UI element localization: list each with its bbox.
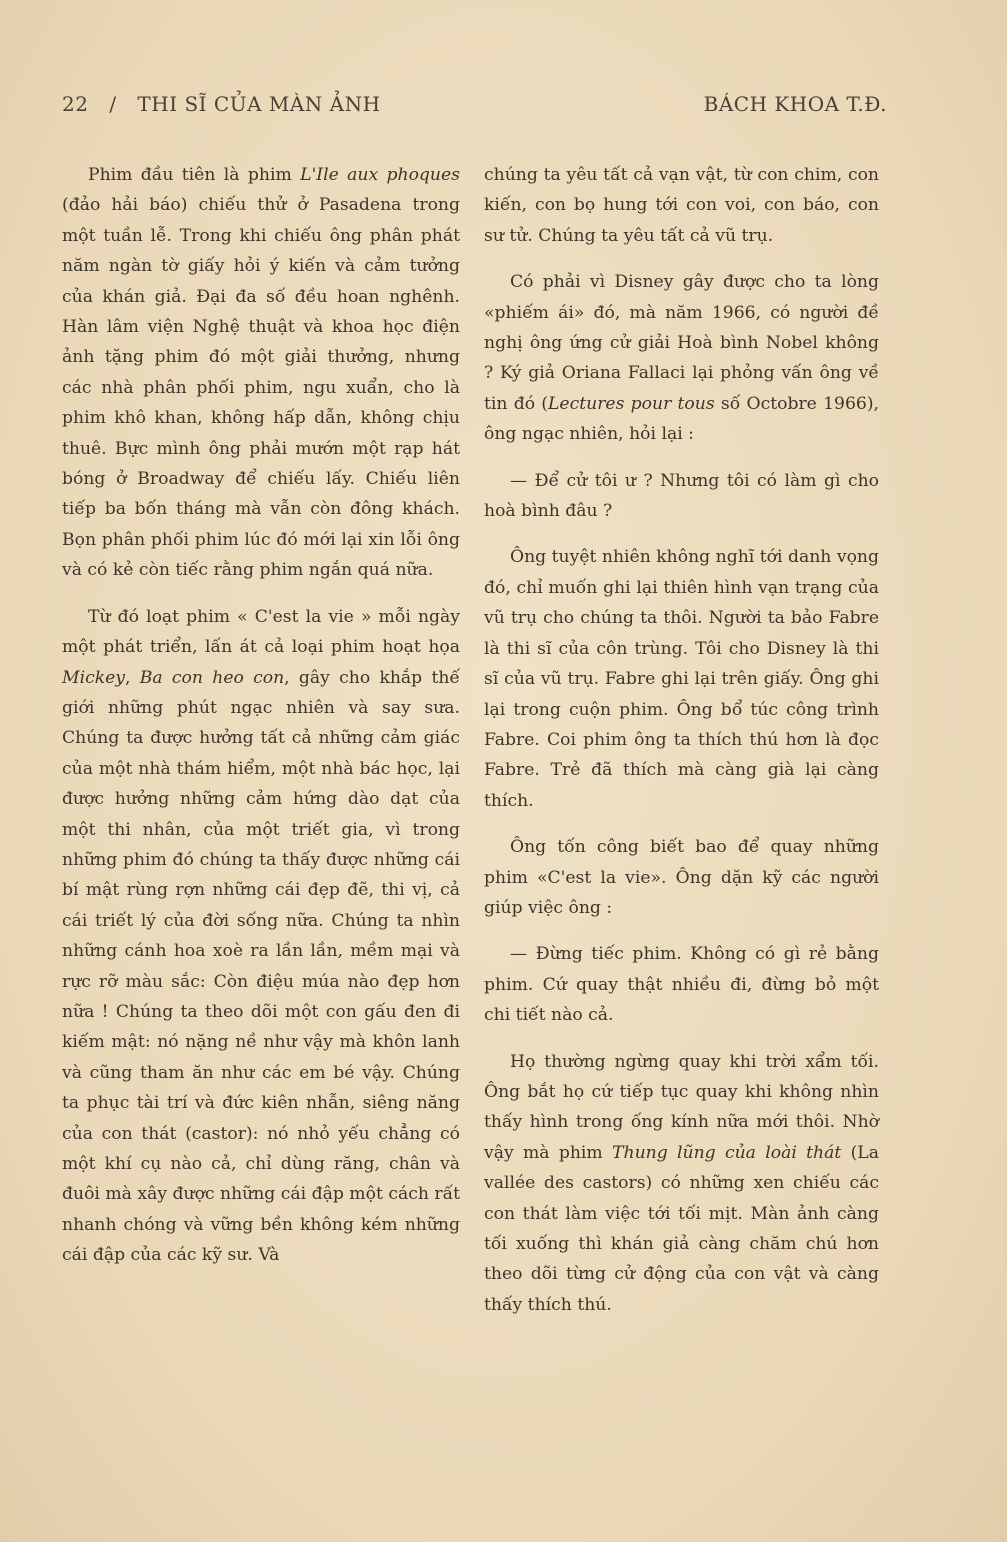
text-run: Phim đầu tiên là phim [88, 165, 301, 185]
film-title: Thung lũng của loài thát [612, 1142, 842, 1163]
paragraph-right-4: Ông tốn công biết bao để quay những phim «C'est la vie». Ông dặn kỹ các người giúp việc ông : [484, 837, 879, 918]
paragraph-right-3: Ông tuyệt nhiên không nghĩ tới danh vọng đó, chỉ muốn ghi lại thiên hình vạn trạng của vũ trụ cho chúng ta thôi. Người ta bảo Fabre là thi sĩ của côn trùng. Tôi cho Disney là thi sĩ của vũ trụ. Fabre ghi lại trên giấy. Ông ghi lại trong cuộn phim. Ông bổ túc công trình Fabre. Coi phim ông ta thích thú hơn là đọc Fabre. Trẻ đã thích mà càng già lại càng thích. [484, 547, 879, 811]
running-header [62, 92, 887, 122]
text-run: Có phải vì Disney gây được cho ta lòng «phiếm ái» đó, mà năm 1966, có người đề nghị ông ứng cử giải Hoà bình Nobel không ? Ký giả Oriana Fallaci lại phỏng vấn ông về tin đó ( [484, 272, 879, 414]
paragraph-left-1 [62, 160, 460, 586]
paragraph-right-1 [484, 267, 879, 449]
text-run: số Octobre 1966), ông ngạc nhiên, hỏi lại : [484, 393, 879, 445]
film-title: Mickey [62, 667, 126, 688]
right-column [484, 160, 879, 1336]
film-title: L'Ile aux phoques [300, 165, 460, 185]
text-run: , [125, 667, 140, 688]
paragraph-left-2 [62, 602, 460, 1271]
paragraph-right-6 [484, 1047, 879, 1321]
header-separator: / [109, 92, 117, 116]
text-run: Từ đó loạt phim « C'est la vie » mỗi ngày một phát triển, lấn át cả loại phim hoạt họa [62, 606, 460, 658]
film-title: Ba con heo con [139, 667, 285, 688]
quote-disney-1: — Để cử tôi ư ? Nhưng tôi có làm gì cho hoà bình đâu ? [484, 470, 879, 522]
magazine-title: Lectures pour tous [548, 393, 715, 414]
header-left [62, 92, 381, 116]
quote-disney-2: — Đừng tiếc phim. Không có gì rẻ bằng phim. Cứ quay thật nhiều đi, đừng bỏ một chi tiết nào cả. [484, 944, 879, 1026]
text-run: (La vallée des castors) có những xen chiếu các con thát làm việc tới tối mịt. Màn ảnh càng tối xuống thì khán giả càng chăm chú hơn theo dõi từng cử động của con vật và càng thấy thích thú. [484, 1142, 879, 1315]
publication-name: BÁCH KHOA T.Đ. [703, 92, 887, 116]
left-column [62, 160, 460, 1287]
paragraph-right-0: chúng ta yêu tất cả vạn vật, từ con chim, con kiến, con bọ hung tới con voi, con báo, con sư tử. Chúng ta yêu tất cả vũ trụ. [484, 165, 879, 246]
text-run: , gây cho khắp thế giới những phút ngạc nhiên và say sưa. Chúng ta được hưởng tất cả những cảm giác của một nhà thám hiểm, một nhà bác học, lại được hưởng những cảm hứng dào dạt của một thi nhân, của một triết gia, vì trong những phim đó chúng ta thấy được những cái bí mật rùng rợn những cái đẹp đẽ, thi vị, cả cái triết lý của đời sống nữa. Chúng ta nhìn những cánh hoa xoè ra lần lần, mềm mại và rực rỡ màu sắc: Còn điệu múa nào đẹp hơn nữa ! Chúng ta theo dõi một con gấu đen đi kiếm mật: nó nặng nề như vậy mà khôn lanh và cũng tham ăn như các em bé vậy. Chúng ta phục tài trí và đức kiên nhẫn, siêng năng của con thát (castor): nó nhỏ yếu chẳng có một khí cụ nào cả, chỉ dùng răng, chân và đuôi mà xây được những cái đập một cách rất nhanh chóng và vững bền không kém những cái đập của các kỹ sư. Và [62, 667, 461, 1266]
section-title: THI SĨ CỦA MÀN ẢNH [137, 92, 381, 116]
page-number: 22 [62, 92, 89, 116]
text-run: Họ thường ngừng quay khi trời xẩm tối. Ông bắt họ cứ tiếp tục quay khi không nhìn thấy hình trong ống kính nữa mới thôi. Nhờ vậy mà phim [484, 1051, 879, 1163]
text-run: (đảo hải báo) chiếu thử ở Pasadena trong một tuần lễ. Trong khi chiếu ông phân phát năm ngàn tờ giấy hỏi ý kiến và cảm tưởng của khán giả. Đại đa số đều hoan nghênh. Hàn lâm viện Nghệ thuật và khoa học điện ảnh tặng phim đó một giải thưởng, nhưng các nhà phân phối phim, ngu xuẩn, cho là phim khô khan, không hấp dẫn, không chịu thuê. Bực mình ông phải mướn một rạp hát bóng ở Broadway để chiếu lấy. Chiếu liên tiếp ba bốn tháng mà vẫn còn đông khách. Bọn phân phối phim lúc đó mới lại xin lỗi ông và có kẻ còn tiếc rằng phim ngắn quá nữa. [62, 195, 460, 581]
